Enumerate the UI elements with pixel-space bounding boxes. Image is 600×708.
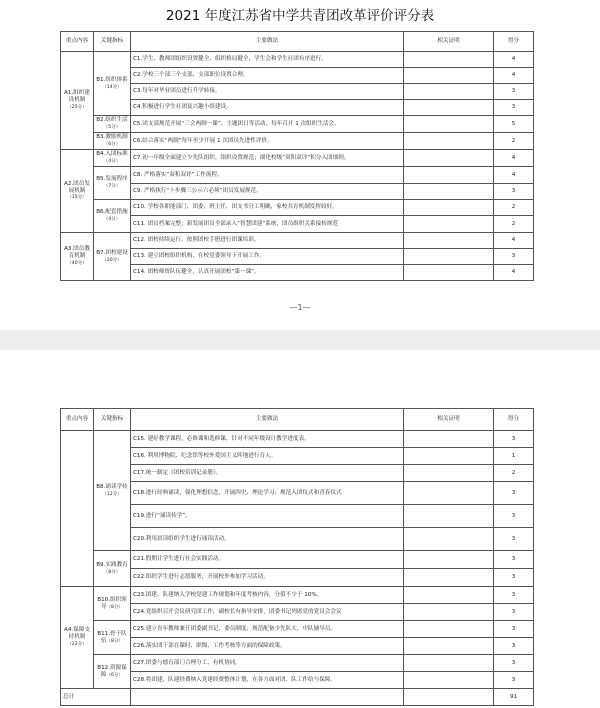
indicator-cell: B11.骨干队伍（8分） bbox=[94, 621, 131, 655]
table-row bbox=[61, 482, 534, 505]
total-practice-empty bbox=[131, 689, 404, 706]
table-row bbox=[61, 465, 534, 482]
score-cell: 2 bbox=[494, 200, 534, 216]
table-row bbox=[61, 621, 534, 638]
score-cell: 5 bbox=[494, 116, 534, 133]
indicator-cell: B7.团校建设（20分） bbox=[94, 233, 131, 281]
score-cell: 2 bbox=[494, 216, 534, 233]
document-page-1 bbox=[0, 0, 600, 330]
evidence-cell bbox=[404, 448, 494, 465]
indicator-cell: B12.资源保障（6分） bbox=[94, 655, 131, 689]
score-cell: 2 bbox=[494, 133, 534, 150]
page-gap bbox=[0, 330, 600, 350]
indicator-cell: B8.诵读学传（12分） bbox=[94, 431, 131, 551]
header-practice: 主要做法 bbox=[131, 409, 404, 431]
practice-cell: C8. 严格落实“双积双评”工作流程。 bbox=[131, 167, 404, 184]
practice-cell: C1.学生、教师团组织设置健全、组织格局健全，学生会和学生社团有序进行。 bbox=[131, 52, 404, 68]
indicator-cell: B4.入团标准（4分） bbox=[94, 150, 131, 167]
evidence-cell bbox=[404, 216, 494, 233]
score-cell: 3 bbox=[494, 638, 534, 655]
evidence-cell bbox=[404, 569, 494, 587]
total-score: 91 bbox=[494, 689, 534, 706]
practice-cell: C22.组织学生进行志愿服务，开展校外参加学习活动。 bbox=[131, 569, 404, 587]
practice-cell: C6.结合落实“两制”每年至少开展 1 次团员先进性评价。 bbox=[131, 133, 404, 150]
score-cell: 4 bbox=[494, 150, 534, 167]
score-cell: 4 bbox=[494, 167, 534, 184]
evidence-cell bbox=[404, 200, 494, 216]
evidence-cell bbox=[404, 233, 494, 249]
table-row bbox=[61, 84, 534, 100]
evidence-cell bbox=[404, 638, 494, 655]
score-cell: 3 bbox=[494, 569, 534, 587]
score-cell: 3 bbox=[494, 249, 534, 265]
table-row bbox=[61, 184, 534, 200]
evidence-cell bbox=[404, 150, 494, 167]
evidence-cell bbox=[404, 116, 494, 133]
score-cell: 3 bbox=[494, 505, 534, 528]
header-evidence: 相关证明 bbox=[404, 32, 494, 52]
practice-cell: C4.积极进行学生社团及兴趣小组建设。 bbox=[131, 100, 404, 116]
evidence-cell bbox=[404, 68, 494, 84]
evidence-cell bbox=[404, 84, 494, 100]
document-title: 2021 年度江苏省中学共青团改革评价评分表 bbox=[165, 8, 435, 24]
evidence-cell bbox=[404, 465, 494, 482]
practice-cell: C17.统一制定《团校培训记录册》。 bbox=[131, 465, 404, 482]
score-cell: 4 bbox=[494, 68, 534, 84]
evidence-cell bbox=[404, 604, 494, 621]
evidence-cell bbox=[404, 133, 494, 150]
table-row bbox=[61, 655, 534, 672]
table-row bbox=[61, 133, 534, 150]
score-table-page-2 bbox=[60, 408, 534, 706]
practice-cell: C7.初一年级全面建立少先队组织，组织设置规范；细化校级“双积双评”积分入团细则。 bbox=[131, 150, 404, 167]
practice-cell: C13. 建立团校组织机构，在校党委领导下开展工作。 bbox=[131, 249, 404, 265]
indicator-cell: B2.组织生活（5分） bbox=[94, 116, 131, 133]
practice-cell: C23.团建、队建纳入学校党建工作规划和年度考核内容，分值不少于 10%。 bbox=[131, 587, 404, 604]
table-row bbox=[61, 116, 534, 133]
practice-cell: C16. 利用博物院、纪念馆等校外爱国主义阵地进行育人。 bbox=[131, 448, 404, 465]
indicator-cell: B3.激励机制（6分） bbox=[94, 133, 131, 150]
table-row bbox=[61, 68, 534, 84]
header-area: 重点内容 bbox=[61, 409, 94, 431]
table-row bbox=[61, 528, 534, 551]
evidence-cell bbox=[404, 265, 494, 281]
practice-cell: C26.落实团干部在课时、职级、工作考核等方面的保障政策。 bbox=[131, 638, 404, 655]
table-row bbox=[61, 604, 534, 621]
table-row bbox=[61, 216, 534, 233]
area-cell: A3.团员教育机制 （40分） bbox=[61, 233, 94, 281]
header-evidence: 相关证明 bbox=[404, 409, 494, 431]
evidence-cell bbox=[404, 184, 494, 200]
evidence-cell bbox=[404, 52, 494, 68]
table-row bbox=[61, 551, 534, 569]
score-cell: 4 bbox=[494, 52, 534, 68]
practice-cell: C21.假期让学生进行社会实践活动。 bbox=[131, 551, 404, 569]
area-cell: A1.组织建设机制 （25分） bbox=[61, 52, 94, 150]
table-row bbox=[61, 265, 534, 281]
practice-cell: C15. 建好教学课程，必修课和选修课，针对不同年级设计教学进度表。 bbox=[131, 431, 404, 448]
indicator-cell: B9.实践教育（8分） bbox=[94, 551, 131, 587]
evidence-cell bbox=[404, 528, 494, 551]
practice-cell: C5.团支部规范开展“三会两制一课”、主题团日等活动，每年召开 1 次组织生活会。 bbox=[131, 116, 404, 133]
header-score: 得分 bbox=[494, 32, 534, 52]
score-cell: 3 bbox=[494, 604, 534, 621]
header-area: 重点内容 bbox=[61, 32, 94, 52]
document-page-2 bbox=[0, 350, 600, 708]
total-evidence-empty bbox=[404, 689, 494, 706]
table-header-row bbox=[61, 409, 534, 431]
evidence-cell bbox=[404, 431, 494, 448]
table-row bbox=[61, 672, 534, 689]
score-cell: 4 bbox=[494, 265, 534, 281]
score-cell: 3 bbox=[494, 621, 534, 638]
evidence-cell bbox=[404, 505, 494, 528]
evidence-cell bbox=[404, 587, 494, 604]
table-row bbox=[61, 100, 534, 116]
evidence-cell bbox=[404, 100, 494, 116]
indicator-cell: B6.配套措施（4分） bbox=[94, 200, 131, 233]
table-row bbox=[61, 638, 534, 655]
practice-cell: C19.进行“诵读传学”。 bbox=[131, 505, 404, 528]
area-cell: A4.保障支持机制 （22分） bbox=[61, 587, 94, 689]
score-table-page-1 bbox=[60, 31, 534, 281]
practice-cell: C14. 团校师资队伍健全，认真开展团校“第一课”。 bbox=[131, 265, 404, 281]
evidence-cell bbox=[404, 249, 494, 265]
indicator-cell: B1.组织体系（14分） bbox=[94, 52, 131, 116]
practice-cell: C3.每年对毕业团员进行升学转接。 bbox=[131, 84, 404, 100]
table-row bbox=[61, 200, 534, 216]
table-row bbox=[61, 587, 534, 604]
header-indicator: 关键指标 bbox=[94, 409, 131, 431]
total-row bbox=[61, 689, 534, 706]
evidence-cell bbox=[404, 482, 494, 505]
evidence-cell bbox=[404, 621, 494, 638]
practice-cell: C28.将团建、队建经费纳入党建经费整体计划，在各方面对团、队工作给与保障。 bbox=[131, 672, 404, 689]
score-cell: 3 bbox=[494, 551, 534, 569]
indicator-cell: B10.组织领导（8分） bbox=[94, 587, 131, 621]
score-cell: 3 bbox=[494, 100, 534, 116]
header-score: 得分 bbox=[494, 409, 534, 431]
area-cell: A2.团员发展机制 （15分） bbox=[61, 150, 94, 233]
practice-cell: C2.学校三个部三个支部，支部职位设置合理。 bbox=[131, 68, 404, 84]
table-row bbox=[61, 167, 534, 184]
score-cell: 3 bbox=[494, 184, 534, 200]
practice-cell: C27.团委与德育部门合理分工、有机协同。 bbox=[131, 655, 404, 672]
practice-cell: C20.利用晨读组织学生进行诵读活动。 bbox=[131, 528, 404, 551]
score-cell: 1 bbox=[494, 448, 534, 465]
total-label: 总计 bbox=[61, 689, 131, 706]
practice-cell: C24.党组织召开会议研究团工作，副校长有指导安排，团委书记列席党的党员会会议 bbox=[131, 604, 404, 621]
table-header-row bbox=[61, 32, 534, 52]
score-cell: 3 bbox=[494, 672, 534, 689]
score-cell: 3 bbox=[494, 431, 534, 448]
table-row bbox=[61, 233, 534, 249]
header-practice: 主要做法 bbox=[131, 32, 404, 52]
score-cell: 3 bbox=[494, 84, 534, 100]
header-indicator: 关键指标 bbox=[94, 32, 131, 52]
practice-cell: C9. 严格执行“十步骤三公示六必须”团员发展规范。 bbox=[131, 184, 404, 200]
score-cell: 4 bbox=[494, 233, 534, 249]
table-row bbox=[61, 569, 534, 587]
practice-cell: C11. 团员档案完整；新发展团员全部录入“智慧团建”系统，团员组织关系接转规范 bbox=[131, 216, 404, 233]
score-cell: 3 bbox=[494, 655, 534, 672]
practice-cell: C10. 学校各职能部门、团委、班主任、团支书分工明确，家校共育机制发挥较好。 bbox=[131, 200, 404, 216]
practice-cell: C18.进行经典诵读，强化理想信念，开展四史、理论学习；规范入团仪式和青春仪式 bbox=[131, 482, 404, 505]
table-row bbox=[61, 150, 534, 167]
table-row bbox=[61, 505, 534, 528]
practice-cell: C12. 团校持续运行，按照团校手册进行团课培训。 bbox=[131, 233, 404, 249]
area-cell-empty bbox=[61, 431, 94, 587]
indicator-cell: B5.发展程序（7分） bbox=[94, 167, 131, 200]
score-cell: 3 bbox=[494, 482, 534, 505]
practice-cell: C25.建立青年教师兼任团委副书记、委员制度；规范配备少先队大、中队辅导员。 bbox=[131, 621, 404, 638]
score-cell: 3 bbox=[494, 528, 534, 551]
page-number: —1— bbox=[289, 303, 311, 312]
evidence-cell bbox=[404, 655, 494, 672]
score-cell: 2 bbox=[494, 465, 534, 482]
table-row bbox=[61, 431, 534, 448]
score-cell: 3 bbox=[494, 587, 534, 604]
table-row bbox=[61, 52, 534, 68]
evidence-cell bbox=[404, 672, 494, 689]
evidence-cell bbox=[404, 167, 494, 184]
table-row bbox=[61, 249, 534, 265]
table-row bbox=[61, 448, 534, 465]
evidence-cell bbox=[404, 551, 494, 569]
